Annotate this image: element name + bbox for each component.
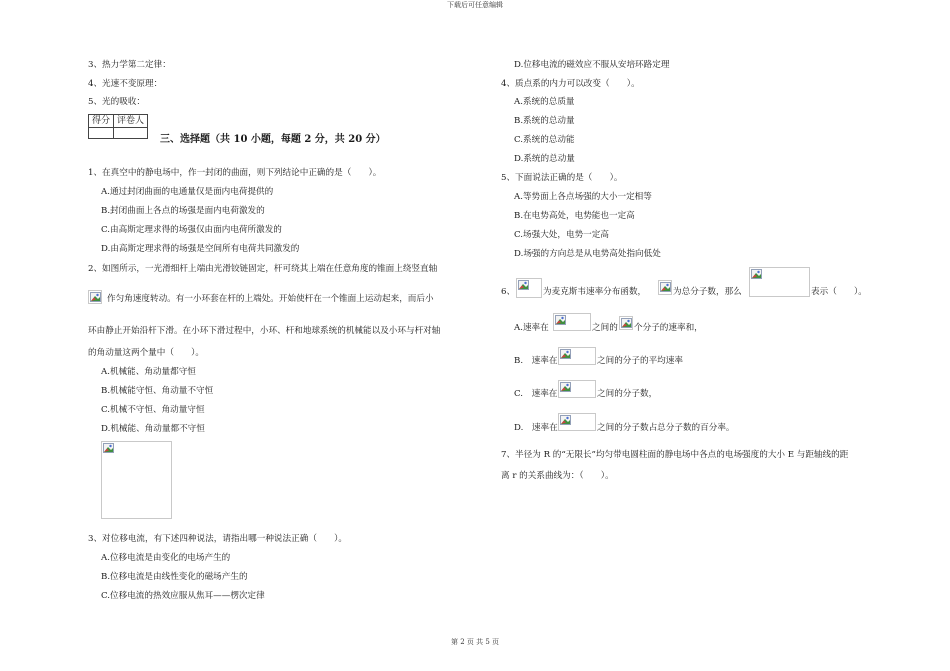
grader-cell[interactable] [114,128,148,139]
broken-image-icon [555,315,566,325]
q2-option-a: A.机械能、角动量都守恒 [101,367,196,377]
score-table [88,114,148,139]
broken-image-icon [621,318,632,328]
q4-stem: 4、质点系的内力可以改变（ ）。 [501,79,640,89]
score-cell[interactable] [89,128,114,139]
q6-mid2: 为总分子数，那么 [673,287,742,297]
broken-image-icon [560,415,571,425]
q5-option-b: B.在电势高处，电势能也一定高 [514,211,635,221]
page-header: 下载后可任意编辑 [447,1,503,9]
q4-option-c: C.系统的总动能 [514,135,575,145]
q2-line3: 环由静止开始沿杆下滑。在小环下滑过程中，小环、杆和地球系统的机械能以及小环与杆对轴 [88,326,441,336]
section-title: 三、选择题（共 10 小题，每题 2 分，共 20 分） [160,134,386,145]
q6-a-mid: 之间的 [592,323,618,333]
q6-c-range-image [558,380,596,398]
score-label: 得分 [89,115,114,128]
q6-formula-integral [749,267,810,297]
q1-option-c: C.由高斯定理求得的场强仅由面内电荷所激发的 [101,225,282,235]
q2-line1: 2、如图所示，一光滑细杆上端由光滑铰链固定，杆可绕其上端在任意角度的锥面上绕竖直轴 [88,264,438,274]
q1-option-b: B.封闭曲面上各点的场强是面内电荷激发的 [101,206,265,216]
broken-image-icon [560,349,571,359]
q3-stem: 3、对位移电流，有下述四种说法，请指出哪一种说法正确（ ）。 [88,534,347,544]
q6-prefix: 6、 [501,287,516,297]
q1-option-a: A.通过封闭曲面的电通量仅是面内电荷提供的 [101,187,274,197]
broken-image-icon [90,292,101,302]
q3-option-d: D.位移电流的磁效应不服从安培环路定理 [514,60,670,70]
q3-option-a: A.位移电流是由变化的电场产生的 [101,553,231,563]
q2-option-c: C.机械不守恒、角动量守恒 [101,405,205,415]
q6-a-count-image [619,316,633,330]
broken-image-icon [751,269,762,279]
q6-d-prefix: D. 速率在 [514,423,558,433]
q4-option-b: B.系统的总动量 [514,116,575,126]
q4-option-a: A.系统的总质量 [514,97,575,107]
q2-option-d: D.机械能、角动量都不守恒 [101,424,205,434]
q4-option-d: D.系统的总动量 [514,154,575,164]
q7-line1: 7、半径为 R 的“无限长”均匀带电圆柱面的静电场中各点的电场强度的大小 E 与距轴线的距 [501,450,849,460]
broken-image-icon [518,280,529,290]
q1-option-d: D.由高斯定理求得的场强是空间所有电荷共同激发的 [101,244,300,254]
q2-option-b: B.机械能守恒、角动量不守恒 [101,386,214,396]
q7-line2: 离 r 的关系曲线为：（ ）。 [501,471,614,481]
q2-line2: 作匀角速度转动。有一小环套在杆的上端处。开始使杆在一个锥面上运动起来，而后小 [107,294,434,304]
q6-b-prefix: B. 速率在 [514,356,558,366]
q6-a-range-image [553,313,591,331]
q6-c-prefix: C. 速率在 [514,389,558,399]
q6-formula-n [658,280,672,295]
q5-option-c: C.场强大处，电势一定高 [514,230,609,240]
q6-b-suffix: 之间的分子的平均速率 [597,356,683,366]
q6-d-suffix: 之间的分子数占总分子数的百分率。 [597,423,735,433]
q6-a-suffix: 个分子的速率和， [634,323,703,333]
q1-stem: 1、在真空中的静电场中，作一封闭的曲面，则下列结论中正确的是（ ）。 [88,168,382,178]
q6-a-prefix: A.速率在 [514,323,549,333]
q2-figure [101,441,172,519]
broken-image-icon [660,282,671,292]
q2-inline-image [88,290,102,304]
grader-label: 评卷人 [114,115,148,128]
q6-b-range-image [558,347,596,365]
q6-d-range-image [558,413,596,431]
fill-item-5: 5、光的吸收： [88,97,146,107]
q6-mid1: 为麦克斯韦速率分布函数， [543,287,647,297]
fill-item-3: 3、热力学第二定律： [88,60,171,70]
fill-item-4: 4、光速不变原理： [88,79,163,89]
q6-c-suffix: 之间的分子数， [597,389,658,399]
broken-image-icon [103,443,114,453]
broken-image-icon [560,382,571,392]
q6-formula-fv [516,278,542,298]
q5-stem: 5、下面说法正确的是（ ）。 [501,173,623,183]
q5-option-a: A.等势面上各点场强的大小一定相等 [514,192,652,202]
q6-suffix: 表示（ ）。 [811,287,867,297]
q3-option-c: C.位移电流的热效应服从焦耳——楞次定律 [101,591,265,601]
q2-line4: 的角动量这两个量中（ ）。 [88,348,205,358]
q3-option-b: B.位移电流是由线性变化的磁场产生的 [101,572,248,582]
page-footer: 第 2 页 共 5 页 [450,638,500,646]
q5-option-d: D.场强的方向总是从电势高处指向低处 [514,249,661,259]
